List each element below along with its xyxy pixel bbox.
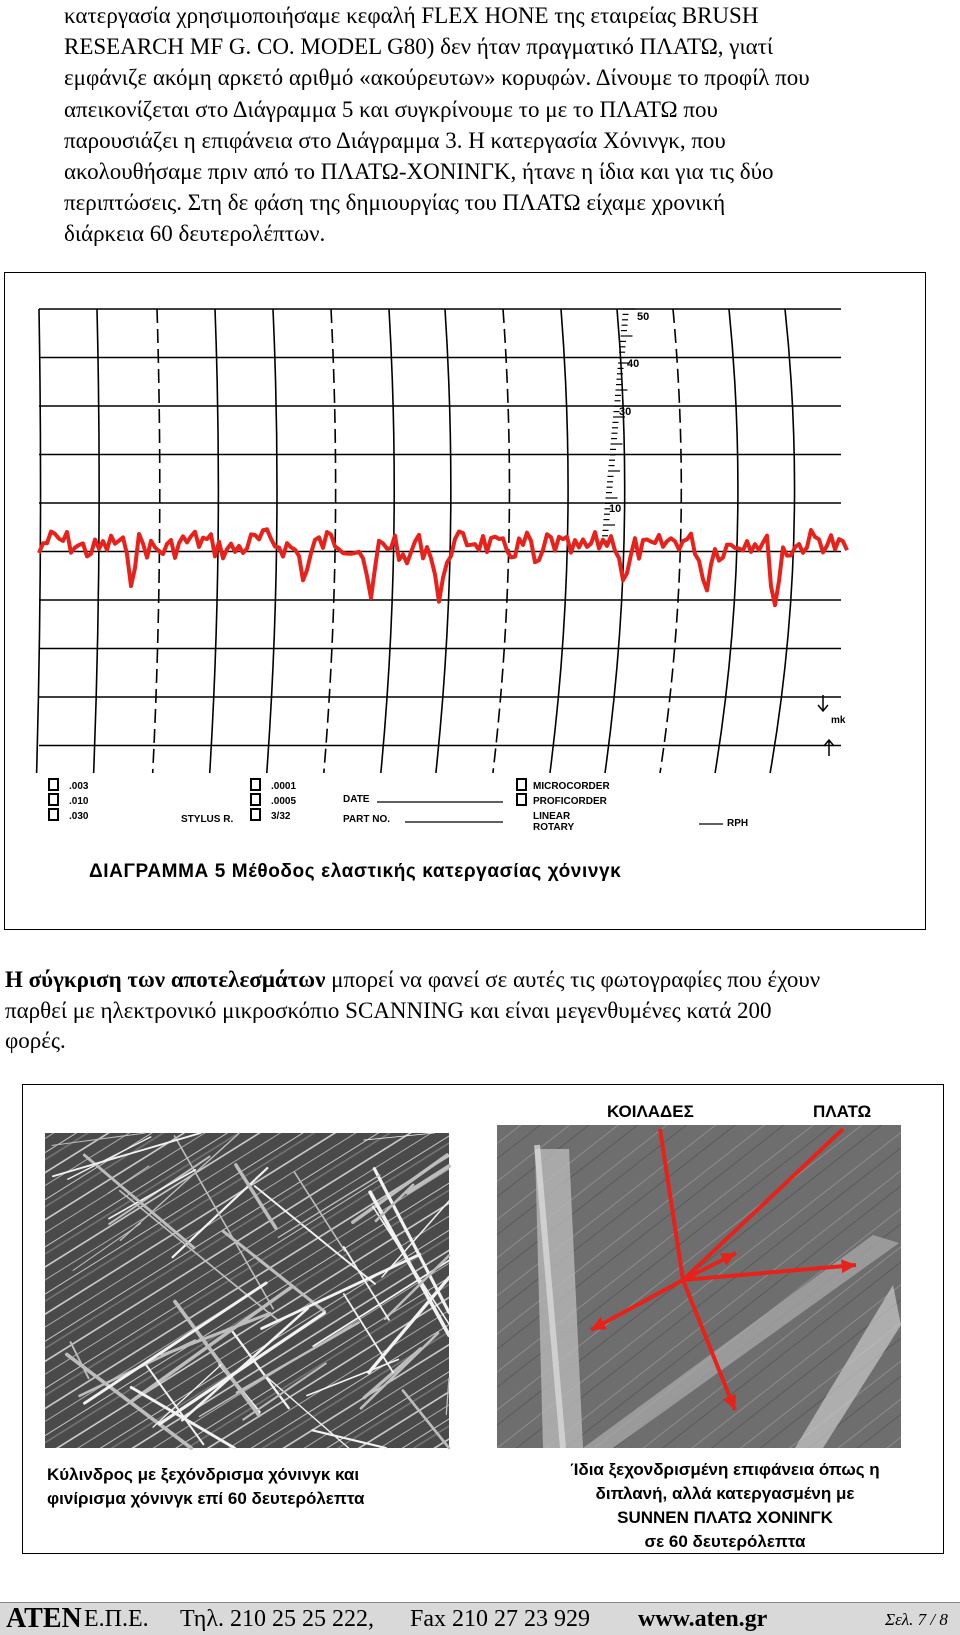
intro-line: διάρκεια 60 δευτερολέπτων. <box>64 221 326 247</box>
instrument-option: ROTARY <box>533 822 575 833</box>
stylus-option: .030 <box>69 811 89 822</box>
scale-label-50: 50 <box>637 311 650 323</box>
page-footer <box>0 1602 960 1635</box>
comparison-line: παρθεί με ηλεκτρονικό μικροσκόπιο SCANNING και είναι μεγενθυμένες κατά 200 <box>5 997 772 1023</box>
sem-photo-honed <box>45 1133 449 1448</box>
scale-label-30: 30 <box>619 406 632 418</box>
plateau-label: ΠΛΑΤΩ <box>813 1102 872 1121</box>
comparison-text: μπορεί να φανεί σε αυτές τις φωτογραφίες που έχουν <box>325 967 821 992</box>
arrow-labels <box>607 1102 871 1121</box>
vertical-mag-option: 3/32 <box>271 811 291 822</box>
instrument-option: MICROCORDER <box>533 781 610 792</box>
intro-line: απεικονίζεται στο Διάγραμμα 5 και συγκρίνουμε το με το ΠΛΑΤΩ που <box>64 96 718 122</box>
instrument-option: LINEAR <box>533 811 571 822</box>
comparison-paragraph <box>5 965 940 1057</box>
footer-brand: ATEN <box>6 1603 82 1634</box>
footer-website[interactable]: www.aten.gr <box>638 1606 768 1632</box>
date-label: DATE <box>343 794 370 805</box>
instrument-option: PROFICORDER <box>533 796 607 807</box>
left-caption-line: Κύλινδρος με ξεχόνδρισμα χόνινγκ και <box>47 1465 360 1484</box>
scale-label-10: 10 <box>609 503 622 515</box>
comparison-bold: Η σύγκριση των αποτελεσμάτων <box>5 967 326 992</box>
comparison-line: φορές. <box>5 1028 66 1053</box>
intro-line: ακολουθήσαμε πριν από το ΠΛΑΤΩ-ΧΟΝΙΝΓΚ, ήτανε η ίδια και για τις δύο <box>64 159 774 185</box>
stylus-label: STYLUS R. <box>181 814 234 825</box>
intro-line: εμφάνιζε ακόμη αρκετό αριθμό «ακούρευτων» κορυφών. Δίνουμε το προφίλ που <box>64 65 810 91</box>
diagram-caption: ΔΙΑΓΡΑΜΜΑ 5 Μέθοδος ελαστικής κατεργασίας χόνινγκ <box>89 861 622 882</box>
vertical-mag-option: .0001 <box>271 781 297 792</box>
vertical-mag-option: .0005 <box>271 796 297 807</box>
sem-photo-plateau <box>497 1125 901 1448</box>
part-number-label: PART NO. <box>343 814 391 825</box>
sem-photos-figure <box>22 1084 944 1554</box>
stylus-option: .003 <box>69 781 89 792</box>
instrument-legend <box>49 779 748 833</box>
left-caption-line: φινίρισμα χόνινγκ επί 60 δευτερόλεπτα <box>47 1489 365 1508</box>
right-caption-line: Ίδια ξεχονδρισμένη επιφάνεια όπως η <box>570 1460 880 1479</box>
intro-line: κατεργασία χρησιμοποιήσαμε κεφαλή FLEX HONE της εταιρείας BRUSH <box>64 3 759 28</box>
unit-label: mk <box>831 715 846 726</box>
unit-marker <box>818 695 846 756</box>
intro-paragraph <box>64 0 934 250</box>
left-caption <box>47 1465 365 1508</box>
footer-company: Ε.Π.Ε. <box>84 1606 149 1632</box>
footer-phone: Τηλ. 210 25 25 222, <box>180 1606 374 1632</box>
comparison-line <box>5 965 940 996</box>
footer-page-number: Σελ. 7 / 8 <box>885 1610 948 1629</box>
profile-diagram <box>4 272 926 930</box>
chart-grid <box>37 309 841 773</box>
intro-line: παρουσιάζει η επιφάνεια στο Διάγραμμα 3. Η κατεργασία Χόνινγκ, που <box>64 127 726 153</box>
valleys-label: ΚΟΙΛΑΔΕΣ <box>607 1102 694 1121</box>
rpm-label: RPH <box>727 818 749 829</box>
profile-chart-paper <box>5 273 925 929</box>
right-caption <box>570 1460 879 1551</box>
stylus-option: .010 <box>69 796 89 807</box>
intro-line: RESEARCH MF G. CO. MODEL G80) δεν ήταν πραγματικό ΠΛΑΤΩ, γιατί <box>64 34 774 60</box>
intro-line: περιπτώσεις. Στη δε φάση της δημιουργίας του ΠΛΑΤΩ είχαμε χρονική <box>64 190 726 216</box>
footer-fax: Fax 210 27 23 929 <box>410 1606 590 1632</box>
right-caption-line: διπλανή, αλλά κατεργασμένη με <box>595 1484 855 1503</box>
scale-label-40: 40 <box>627 358 640 370</box>
right-caption-line: SUNNEN ΠΛΑΤΩ ΧΟΝΙΝΓΚ <box>617 1508 833 1527</box>
right-caption-line: σε 60 δευτερόλεπτα <box>644 1532 806 1551</box>
sem-photos-panel <box>23 1085 943 1553</box>
